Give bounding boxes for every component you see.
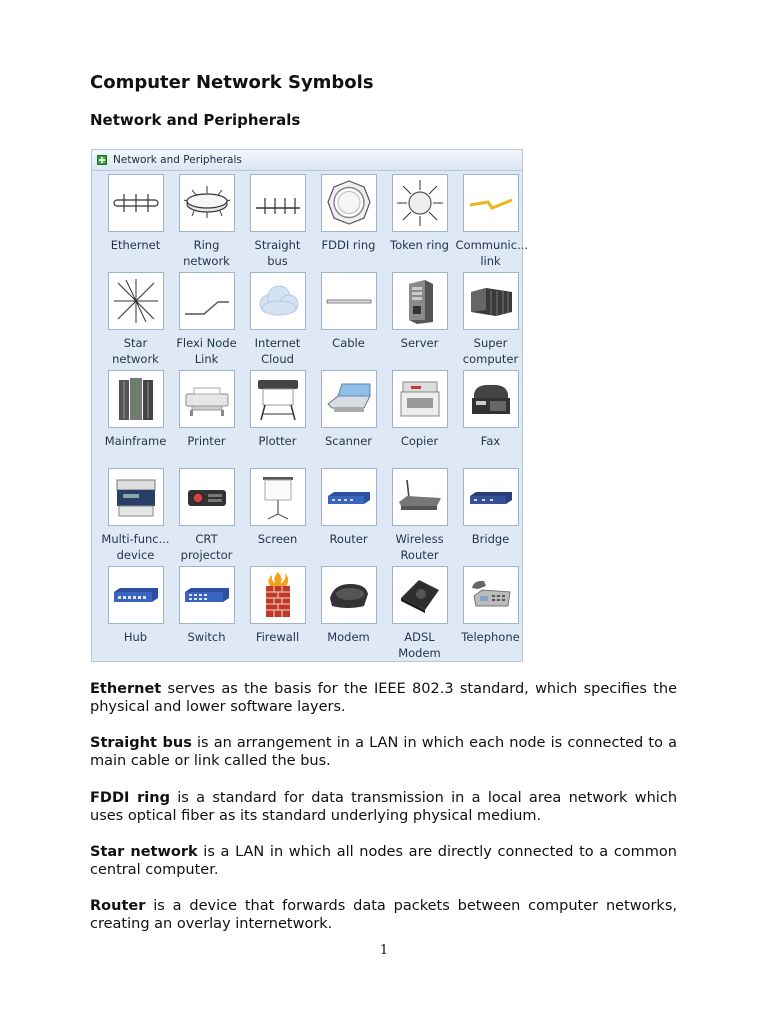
definition: is a device that forwards data packets between computer networks, creating an overlay internetwork. <box>90 898 677 932</box>
document-title: Computer Network Symbols <box>90 72 374 93</box>
symbol-token-ring[interactable] <box>384 174 455 272</box>
symbol-modem[interactable] <box>313 566 384 664</box>
symbol-copier[interactable] <box>384 370 455 468</box>
symbol-label: Token ring <box>390 238 449 252</box>
symbol-label: Ring network <box>183 238 230 268</box>
symbol-label: Mainframe <box>104 434 167 448</box>
flexi-node-link-icon <box>182 276 232 326</box>
fax-icon <box>466 374 516 424</box>
section-heading: Network and Peripherals <box>90 111 301 129</box>
multifunction-device-icon <box>111 472 161 522</box>
term: Straight bus <box>90 735 192 751</box>
paragraph-star-network <box>90 843 677 879</box>
panel-header[interactable] <box>92 150 522 171</box>
symbol-label: Internet Cloud <box>254 336 301 366</box>
printer-icon <box>182 374 232 424</box>
symbol-adsl-modem[interactable] <box>384 566 455 664</box>
symbol-communication-link[interactable] <box>455 174 529 272</box>
symbol-label: Wireless Router <box>395 532 444 562</box>
definition: serves as the basis for the IEEE 802.3 standard, which specifies the physical and lower software layers. <box>90 681 677 715</box>
paragraph-router <box>90 897 677 933</box>
symbol-label: Scanner <box>324 434 373 448</box>
symbol-hub[interactable] <box>100 566 171 664</box>
symbol-label: Firewall <box>255 630 300 644</box>
symbol-label: Straight bus <box>254 238 301 268</box>
symbol-label: Flexi Node Link <box>176 336 237 366</box>
symbol-cable[interactable] <box>313 272 384 370</box>
symbol-switch[interactable] <box>171 566 242 664</box>
cable-icon <box>324 276 374 326</box>
symbol-grid <box>100 174 529 664</box>
internet-cloud-icon <box>253 276 303 326</box>
symbol-label: Modem <box>327 630 370 644</box>
symbol-label: Super computer <box>462 336 519 366</box>
crt-projector-icon <box>182 472 232 522</box>
term: Star network <box>90 844 198 860</box>
symbol-bridge[interactable] <box>455 468 526 566</box>
symbol-label: Star network <box>112 336 159 366</box>
symbol-straight-bus[interactable] <box>242 174 313 272</box>
symbol-star-network[interactable] <box>100 272 171 370</box>
definition: is a standard for data transmission in a local area network which uses optical fiber as its standard underlying physical medium. <box>90 790 678 824</box>
ethernet-icon <box>111 178 161 228</box>
hub-icon <box>111 570 161 620</box>
firewall-icon <box>253 570 303 620</box>
symbol-label: Bridge <box>471 532 510 546</box>
term: FDDI ring <box>90 790 170 806</box>
paragraph-fddi-ring <box>90 789 677 825</box>
copier-icon <box>395 374 445 424</box>
communication-link-icon <box>466 178 516 228</box>
bridge-icon <box>466 472 516 522</box>
symbol-label: Copier <box>400 434 439 448</box>
term: Ethernet <box>90 681 162 697</box>
server-icon <box>395 276 445 326</box>
symbol-wireless-router[interactable] <box>384 468 455 566</box>
paragraph-ethernet <box>90 680 677 716</box>
symbol-ethernet[interactable] <box>100 174 171 272</box>
modem-icon <box>324 570 374 620</box>
symbol-plotter[interactable] <box>242 370 313 468</box>
page-number: 1 <box>379 943 389 958</box>
mainframe-icon <box>111 374 161 424</box>
ring-network-icon <box>182 178 232 228</box>
supercomputer-icon <box>466 276 516 326</box>
telephone-icon <box>466 570 516 620</box>
symbol-label: ADSL Modem <box>398 630 441 660</box>
symbol-internet-cloud[interactable] <box>242 272 313 370</box>
symbol-projection-screen[interactable] <box>242 468 313 566</box>
token-ring-icon <box>395 178 445 228</box>
wireless-router-icon <box>395 472 445 522</box>
symbol-server[interactable] <box>384 272 455 370</box>
stencil-grid-icon <box>97 155 107 165</box>
straight-bus-icon <box>253 178 303 228</box>
symbol-crt-projector[interactable] <box>171 468 242 566</box>
symbol-label: Printer <box>187 434 226 448</box>
symbol-flexi-node-link[interactable] <box>171 272 242 370</box>
router-icon <box>324 472 374 522</box>
symbol-label: Router <box>329 532 368 546</box>
symbol-firewall[interactable] <box>242 566 313 664</box>
adsl-modem-icon <box>395 570 445 620</box>
symbol-label: Plotter <box>258 434 297 448</box>
symbol-scanner[interactable] <box>313 370 384 468</box>
symbol-supercomputer[interactable] <box>455 272 526 370</box>
symbol-telephone[interactable] <box>455 566 526 664</box>
symbol-printer[interactable] <box>171 370 242 468</box>
symbol-label: Fax <box>480 434 501 448</box>
scanner-icon <box>324 374 374 424</box>
plotter-icon <box>253 374 303 424</box>
symbol-mainframe[interactable] <box>100 370 171 468</box>
symbol-label: Communic... link <box>455 238 529 268</box>
definition: is a LAN in which all nodes are directly connected to a common central computer. <box>90 844 677 878</box>
symbol-ring-network[interactable] <box>171 174 242 272</box>
symbol-fax[interactable] <box>455 370 526 468</box>
star-network-icon <box>111 276 161 326</box>
symbol-label: Hub <box>123 630 148 644</box>
symbol-label: Server <box>400 336 439 350</box>
symbol-router[interactable] <box>313 468 384 566</box>
symbol-label: Switch <box>187 630 226 644</box>
symbol-label: Cable <box>332 336 365 350</box>
symbol-label: Ethernet <box>110 238 161 252</box>
symbol-label: Multi-func... device <box>101 532 170 562</box>
paragraph-straight-bus <box>90 734 677 770</box>
stencil-panel <box>91 149 529 662</box>
symbol-multifunction-device[interactable] <box>100 468 171 566</box>
term: Router <box>90 898 146 914</box>
projection-screen-icon <box>253 472 303 522</box>
fddi-ring-icon <box>324 178 374 228</box>
symbol-label: Screen <box>257 532 298 546</box>
panel-header-title: Network and Peripherals <box>113 154 242 166</box>
symbol-label: FDDI ring <box>321 238 376 252</box>
symbol-label: Telephone <box>461 630 520 644</box>
switch-icon <box>182 570 232 620</box>
definition: is an arrangement in a LAN in which each node is connected to a main cable or link called the bus. <box>90 735 677 769</box>
symbol-label: CRT projector <box>180 532 233 562</box>
symbol-fddi-ring[interactable] <box>313 174 384 272</box>
